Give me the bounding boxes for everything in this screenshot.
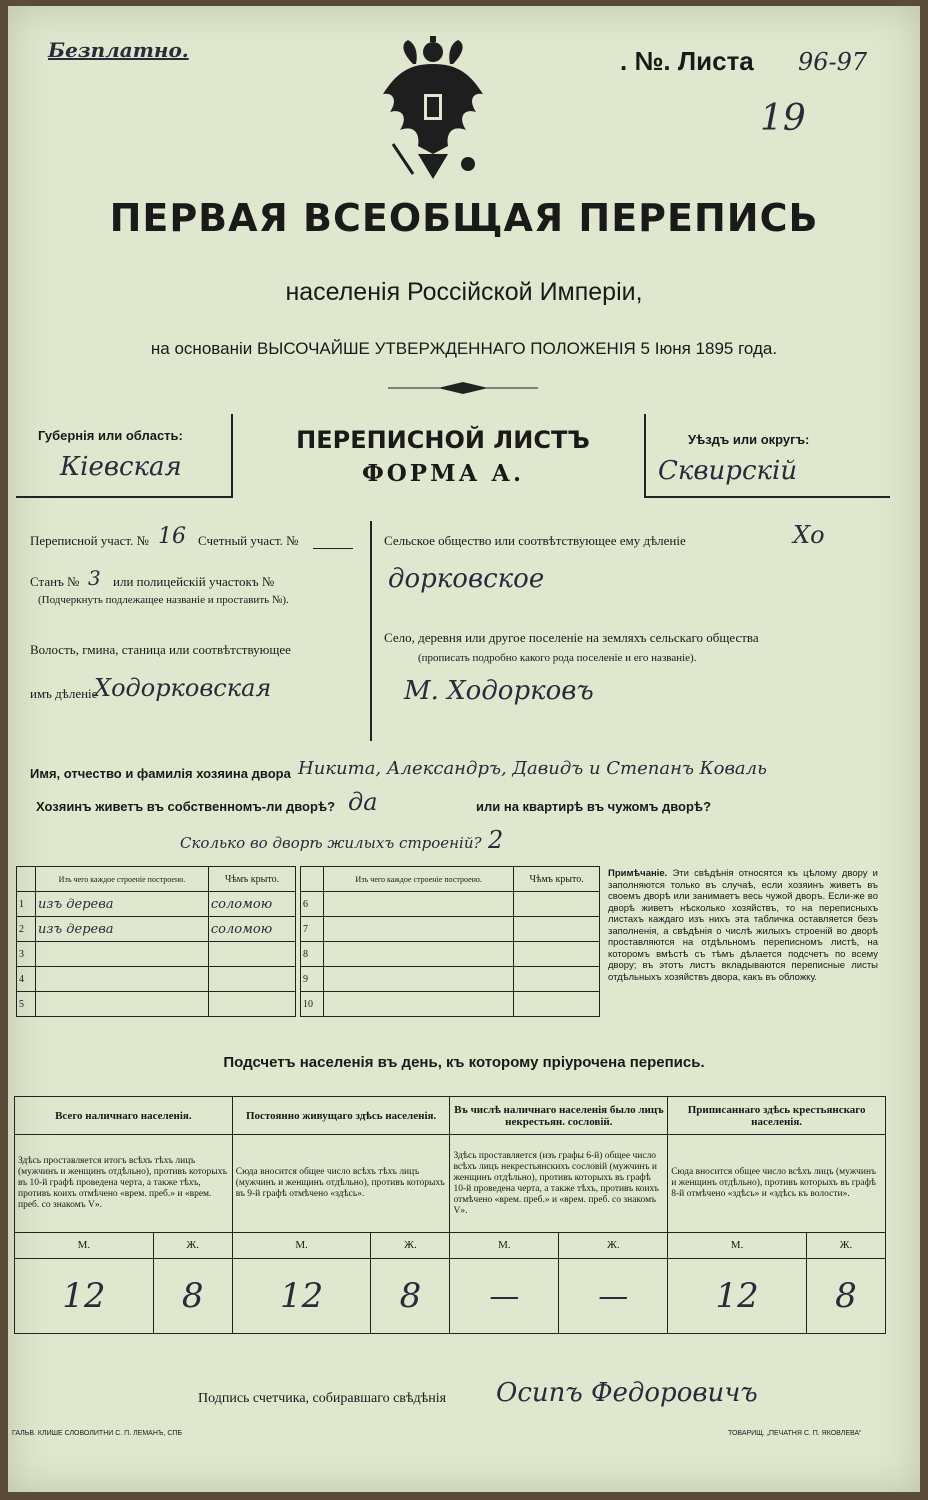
uezd-value[interactable]: Сквирскій bbox=[658, 456, 798, 486]
gubernia-label: Губернія или область: bbox=[38, 428, 183, 443]
owner-lives-alt: или на квартирѣ въ чужомъ дворѣ? bbox=[476, 799, 712, 814]
pop-zh-value-2[interactable]: 8 bbox=[371, 1259, 450, 1334]
table-row: 3 bbox=[17, 942, 296, 967]
imperial-eagle-emblem bbox=[378, 34, 488, 184]
pop-m-value-3[interactable]: — bbox=[450, 1259, 559, 1334]
pop-m-value-2[interactable]: 12 bbox=[232, 1259, 371, 1334]
vertical-divider bbox=[370, 521, 372, 741]
owner-lives-label: Хозяинъ живетъ въ собственномъ-ли дворѣ? bbox=[36, 799, 336, 814]
ornament-divider bbox=[388, 381, 538, 395]
pop-head-2: Постоянно живущаго здѣсь населенія. bbox=[232, 1097, 450, 1135]
buildings-table-1 bbox=[16, 866, 296, 1017]
obshchestvo-value-2[interactable]: дорковское bbox=[388, 564, 545, 594]
form-subtitle: ФОРМА А. bbox=[361, 460, 525, 487]
pop-m-value-4[interactable]: 12 bbox=[668, 1259, 807, 1334]
owner-lives-value[interactable]: да bbox=[348, 788, 378, 816]
selo-value[interactable]: М. Ходорковъ bbox=[404, 676, 594, 706]
owner-name-value[interactable]: Никита, Александръ, Давидъ и Степанъ Коваль bbox=[298, 758, 767, 779]
pop-head-1: Всего наличнаго населенія. bbox=[15, 1097, 233, 1135]
free-label: Безплатно. bbox=[48, 38, 189, 62]
owner-name-label: Имя, отчество и фамилія хозяина двора bbox=[30, 766, 291, 781]
form-title: ПЕРЕПИСНОЙ ЛИСТЪ bbox=[296, 426, 590, 454]
main-title: ПЕРВАЯ ВСЕОБЩАЯ ПЕРЕПИСЬ bbox=[109, 196, 819, 240]
buildings-col-roof: Чѣмъ крыто. bbox=[208, 867, 295, 892]
volost-value[interactable]: Ходорковская bbox=[94, 674, 272, 702]
pop-head-3: Въ числѣ наличнаго населенія было лицъ некрестьян. сословій. bbox=[450, 1097, 668, 1135]
stan-rest: или полицейскій участокъ № bbox=[113, 574, 275, 589]
basis-line: на основаніи ВЫСОЧАЙШЕ УТВЕРЖДЕННАГО ПОЛОЖЕНІЯ 5 Іюня 1895 года. bbox=[150, 339, 778, 358]
buildings-label: Сколько во дворѣ жилыхъ строеній? bbox=[180, 834, 482, 852]
table-row: 7 bbox=[301, 917, 600, 942]
signature-value[interactable]: Осипъ Федоровичъ bbox=[496, 1378, 758, 1408]
sheet-number-label: . №. Листа bbox=[620, 46, 754, 76]
sheet-number-value: 96-97 bbox=[798, 48, 868, 76]
volost-label: Волость, гмина, станица или соотвѣтствующее bbox=[30, 642, 291, 657]
buildings-table-2: Изъ чего каждое строеніе построено. Чѣмъ крыто. 6 7 8 9 10 bbox=[300, 866, 600, 1017]
obshchestvo-value-1[interactable]: Хо bbox=[793, 521, 825, 549]
selo-note: (прописать подробно какого рода поселеніе и его названіе). bbox=[418, 652, 697, 664]
pop-desc-3: Здѣсь проставляется (изъ графы 6-й) общее число всѣхъ лицъ некрестьянскихъ сословій (мужчинъ и женщинъ отдѣльно), противъ которыхъ въ графѣ 10-й проведена черта, а также тѣхъ, противъ коихъ отмѣчено «врем. преб.» и «врем. преб. со знакомъ V». bbox=[450, 1135, 668, 1232]
pop-desc-2: Сюда вносится общее число всѣхъ тѣхъ лицъ (мужчинъ и женщинъ отдѣльно), противъ которыхъ въ 9-й графѣ отмѣчено «здѣсь». bbox=[232, 1135, 450, 1232]
uezd-label: Уѣздъ или округъ: bbox=[688, 432, 810, 447]
pop-zh-value-1[interactable]: 8 bbox=[153, 1259, 232, 1334]
census-sheet bbox=[8, 6, 920, 1492]
table-row: 1 изъ дерева соломою bbox=[17, 892, 296, 917]
table-row: 2 изъ дерева соломою bbox=[17, 917, 296, 942]
note-title: Примѣчаніе. bbox=[608, 868, 668, 879]
table-row: 8 bbox=[301, 942, 600, 967]
population-title: Подсчетъ населенія въ день, къ которому пріурочена перепись. bbox=[223, 1054, 705, 1071]
pop-m-label: М. bbox=[15, 1232, 154, 1258]
footer-left: ГАЛЬВ. КЛИШЕ СЛОВОЛИТНИ С. П. ЛЕМАНЪ, СПБ bbox=[12, 1430, 183, 1437]
stan-note: (Подчеркнуть подлежащее названіе и проставить №). bbox=[38, 594, 289, 606]
pop-zh-value-3[interactable]: — bbox=[559, 1259, 668, 1334]
pop-desc-1: Здѣсь проставляется итогъ всѣхъ тѣхъ лицъ (мужчинъ и женщинъ отдѣльно), противъ которыхъ въ 10-й графѣ проведена черта, а также тѣхъ, противъ коихъ отмѣчено «врем. преб.» и «врем. преб. со знакомъ V». bbox=[15, 1135, 233, 1232]
stan-label: Станъ № bbox=[30, 574, 80, 589]
subtitle: населенія Россійской Имперіи, bbox=[285, 278, 643, 306]
stan-value[interactable]: 3 bbox=[88, 566, 101, 590]
uchastok-value[interactable]: 16 bbox=[158, 524, 186, 549]
pop-desc-4: Сюда вносится общее число всѣхъ лицъ (мужчинъ и женщинъ отдѣльно), противъ которыхъ въ графѣ 8-й отмѣчено «здѣсь» и «здѣсь къ волости». bbox=[668, 1135, 886, 1232]
signature-label: Подпись счетчика, собиравшаго свѣдѣнія bbox=[198, 1391, 447, 1406]
pop-m-value-1[interactable]: 12 bbox=[15, 1259, 154, 1334]
table-row: 4 bbox=[17, 967, 296, 992]
pop-zh-label: Ж. bbox=[153, 1232, 232, 1258]
volost-label-2: имъ дѣленіе bbox=[30, 686, 98, 701]
table-row: 9 bbox=[301, 967, 600, 992]
obshchestvo-label: Сельское общество или соотвѣтствующее ему дѣленіе bbox=[384, 533, 686, 548]
note-block bbox=[608, 868, 878, 983]
sheet-number-extra: 19 bbox=[760, 98, 806, 139]
buildings-value[interactable]: 2 bbox=[488, 826, 504, 854]
pop-zh-value-4[interactable]: 8 bbox=[806, 1259, 885, 1334]
population-table: Всего наличнаго населенія. Постоянно живущаго здѣсь населенія. Въ числѣ наличнаго населенія было лицъ некрестьян. сословій. Приписаннаго здѣсь крестьянскаго населенія. Здѣсь проставляется итогъ всѣхъ тѣхъ лицъ (мужчинъ и женщинъ отдѣльно), противъ которыхъ въ 10-й графѣ проведена черта, а также тѣхъ, противъ коихъ отмѣчено «врем. преб.» и «врем. преб. со знакомъ V». Сюда вносится общее число всѣхъ тѣхъ лицъ (мужчинъ и женщинъ отдѣльно), противъ которыхъ въ 9-й графѣ отмѣчено «здѣсь». Здѣсь проставляется (изъ графы 6-й) общее число всѣхъ лицъ некрестьянскихъ сословій (мужчинъ и женщинъ отдѣльно), противъ которыхъ въ графѣ 10-й проведена черта, а также тѣхъ, противъ коихъ отмѣчено «врем. преб.» и «врем. преб. со знакомъ V». Сюда вносится общее число всѣхъ лицъ (мужчинъ и женщинъ отдѣльно), противъ которыхъ въ графѣ 8-й отмѣчено «здѣсь» и «здѣсь къ волости». М. Ж. М. Ж. М. Ж. М. Ж. 12 8 12 8 — — 12 8 bbox=[14, 1096, 886, 1334]
footer-right: ТОВАРИЩ. „ПЕЧАТНЯ С. П. ЯКОВЛЕВА“ bbox=[728, 1430, 862, 1437]
note-text: Эти свѣдѣнія относятся къ цѣлому двору и заполняются только въ случаѣ, если хозяинъ живетъ въ своемъ дворѣ или занимаетъ весь чужой дворъ. Если-же во дворѣ живетъ нѣсколько хозяйствъ, то на переписныхъ листахъ каждаго изъ нихъ эта табличка оставляется безъ заполненія, а свѣдѣнія о числѣ жилыхъ строеній во дворѣ проставляются на отдѣльномъ переписномъ листѣ, на которомъ вмѣстѣ съ тѣмъ дѣлается подсчетъ по всему двору; въ этотъ листъ вкладываются переписные листы отдѣльныхъ хозяйствъ двора, какъ въ обложку. bbox=[608, 868, 878, 983]
gubernia-value[interactable]: Кіевская bbox=[60, 452, 182, 482]
table-row: 10 bbox=[301, 992, 600, 1017]
schetny-label: Счетный участ. № bbox=[198, 533, 299, 548]
buildings-col-material: Изъ чего каждое строеніе построено. bbox=[36, 867, 209, 892]
selo-label: Село, деревня или другое поселеніе на земляхъ сельскаго общества bbox=[384, 630, 759, 645]
uchastok-label: Переписной участ. № bbox=[30, 533, 149, 548]
table-row: 5 bbox=[17, 992, 296, 1017]
table-row: 6 bbox=[301, 892, 600, 917]
pop-head-4: Приписаннаго здѣсь крестьянскаго населенія. bbox=[668, 1097, 886, 1135]
